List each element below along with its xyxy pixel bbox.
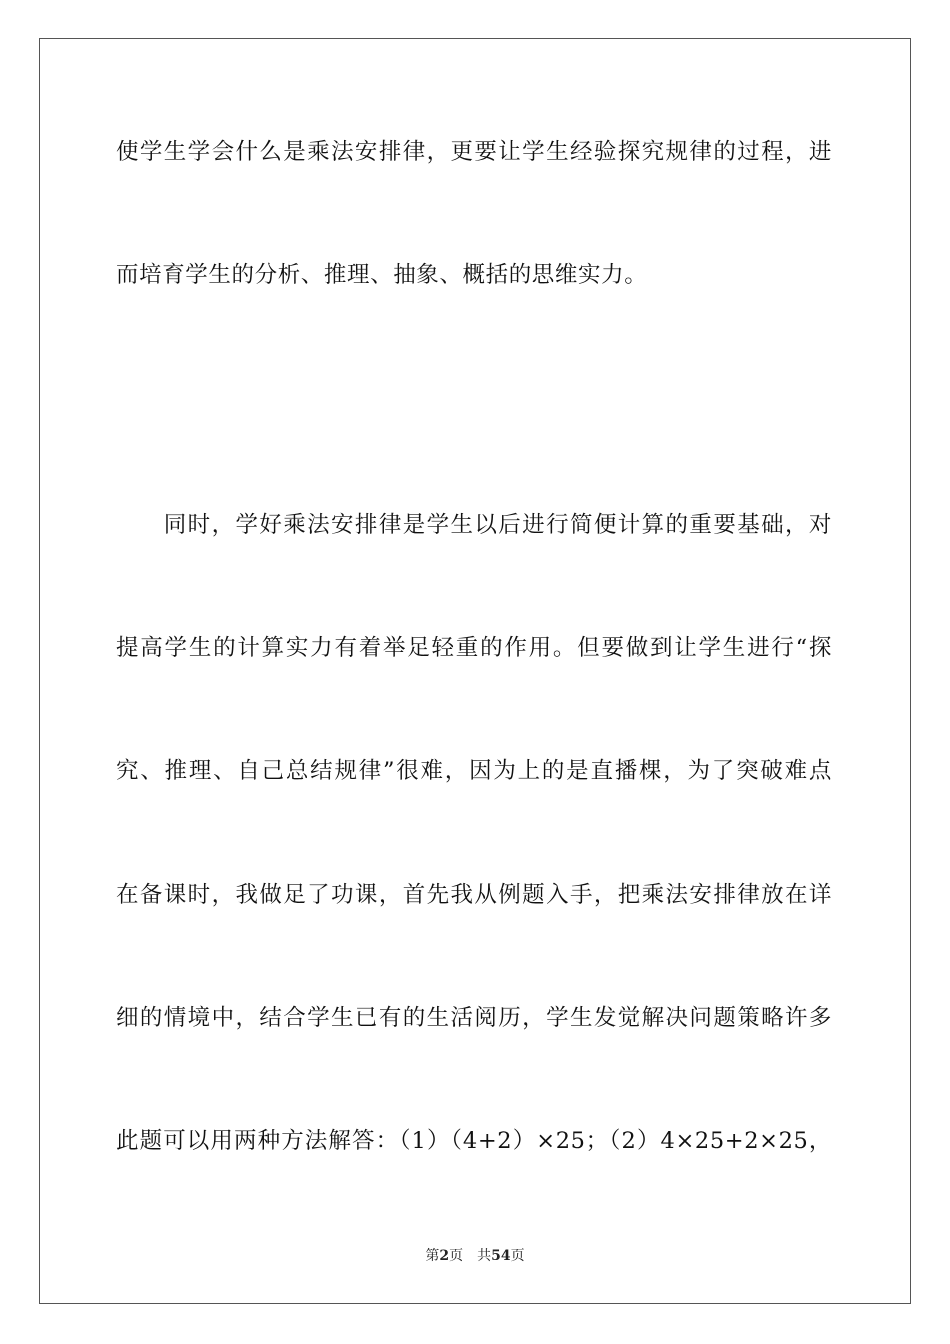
text-line-3: 同时，学好乘法安排律是学生以后进行简便计算的重要基础，对 xyxy=(116,512,832,538)
text-line-4: 提高学生的计算实力有着举足轻重的作用。但要做到让学生进行“探 xyxy=(116,635,832,661)
page-footer xyxy=(0,1246,950,1266)
footer-page-number: 2 xyxy=(439,1248,450,1264)
footer-page-suffix: 页 xyxy=(449,1248,464,1264)
text-line-7: 细的情境中，结合学生已有的生活阅历，学生发觉解决问题策略许多 xyxy=(116,1005,832,1031)
text-line-2: 而培育学生的分析、推理、抽象、概括的思维实力。 xyxy=(116,262,648,288)
page-border xyxy=(39,38,911,1304)
footer-page-prefix: 第 xyxy=(425,1248,440,1264)
footer-total-suffix: 页 xyxy=(510,1248,525,1264)
footer-total-prefix: 共 xyxy=(477,1248,492,1264)
text-line-1: 使学生学会什么是乘法安排律，更要让学生经验探究规律的过程，进 xyxy=(116,139,832,165)
text-line-8: 此题可以用两种方法解答：（1）（4+2）×25；（2）4×25+2×25， xyxy=(116,1128,832,1154)
text-line-5: 究、推理、自己总结规律”很难，因为上的是直播棵，为了突破难点 xyxy=(116,758,832,784)
text-line-6: 在备课时，我做足了功课，首先我从例题入手，把乘法安排律放在详 xyxy=(116,882,832,908)
footer-total-pages: 54 xyxy=(491,1248,511,1264)
